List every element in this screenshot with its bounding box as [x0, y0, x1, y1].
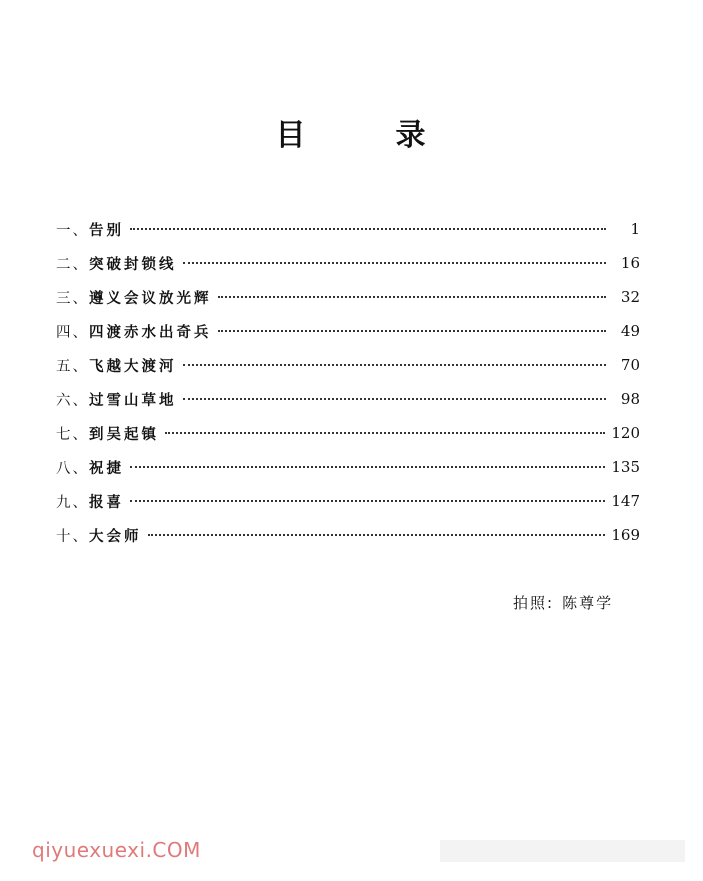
toc-leader-dots	[183, 398, 607, 400]
toc-entry	[56, 246, 640, 280]
toc-entry	[56, 348, 640, 382]
toc-entry-title: 四渡赤水出奇兵	[89, 324, 212, 341]
title-char-1: 目	[275, 118, 308, 153]
toc-entry-number: 三、	[56, 290, 89, 307]
toc-entry-number: 八、	[56, 460, 89, 477]
toc-entry	[56, 382, 640, 416]
toc-entry	[56, 314, 640, 348]
toc-entry-number: 六、	[56, 392, 89, 409]
toc-entry	[56, 280, 640, 314]
toc-leader-dots	[218, 330, 607, 332]
toc-leader-dots	[130, 228, 606, 230]
toc-entry-page: 147	[611, 492, 640, 510]
toc-entry-title: 过雪山草地	[89, 392, 177, 409]
toc-leader-dots	[183, 262, 607, 264]
toc-leader-dots	[130, 466, 605, 468]
toc-entry-number: 九、	[56, 494, 89, 511]
toc-entry-title: 祝捷	[89, 460, 124, 477]
toc-entry-title: 报喜	[89, 494, 124, 511]
photo-credit-name: 陈尊学	[562, 594, 614, 612]
toc-entry-number: 四、	[56, 324, 89, 341]
site-watermark: qiyuexuexi.COM	[32, 838, 201, 862]
toc-leader-dots	[183, 364, 607, 366]
toc-entry-title: 飞越大渡河	[89, 358, 177, 375]
toc-entry	[56, 484, 640, 518]
toc-entry-title: 到吴起镇	[89, 426, 159, 443]
toc-entry-page: 49	[620, 322, 640, 340]
toc-entry	[56, 518, 640, 552]
toc-entry-title: 大会师	[89, 528, 142, 545]
toc-entry-number: 二、	[56, 256, 89, 273]
toc-entry-page: 169	[611, 526, 640, 544]
toc-leader-dots	[148, 534, 606, 536]
toc-entry-number: 一、	[56, 222, 89, 239]
toc-entry-page: 1	[630, 220, 640, 238]
toc-entry-page: 16	[620, 254, 640, 272]
toc-leader-dots	[130, 500, 605, 502]
toc-entry-number: 五、	[56, 358, 89, 375]
photo-credit	[513, 592, 613, 613]
toc-leader-dots	[218, 296, 607, 298]
toc-entry-title: 突破封锁线	[89, 256, 177, 273]
footer-bar	[440, 840, 685, 862]
toc-entry-title: 遵义会议放光辉	[89, 290, 212, 307]
toc-entry-page: 135	[611, 458, 640, 476]
toc-entry-number: 七、	[56, 426, 89, 443]
page-title	[0, 110, 703, 154]
toc-entry-page: 120	[611, 424, 640, 442]
toc-entry-page: 98	[620, 390, 640, 408]
toc-entry-number: 十、	[56, 528, 89, 545]
toc-entry-title: 告别	[89, 222, 124, 239]
title-char-2: 录	[395, 118, 428, 153]
toc-entry	[56, 416, 640, 450]
toc-entry-page: 32	[620, 288, 640, 306]
toc-entry	[56, 450, 640, 484]
photo-credit-label: 拍照:	[513, 594, 555, 612]
table-of-contents	[56, 212, 640, 552]
toc-entry-page: 70	[620, 356, 640, 374]
toc-leader-dots	[165, 432, 605, 434]
toc-entry	[56, 212, 640, 246]
